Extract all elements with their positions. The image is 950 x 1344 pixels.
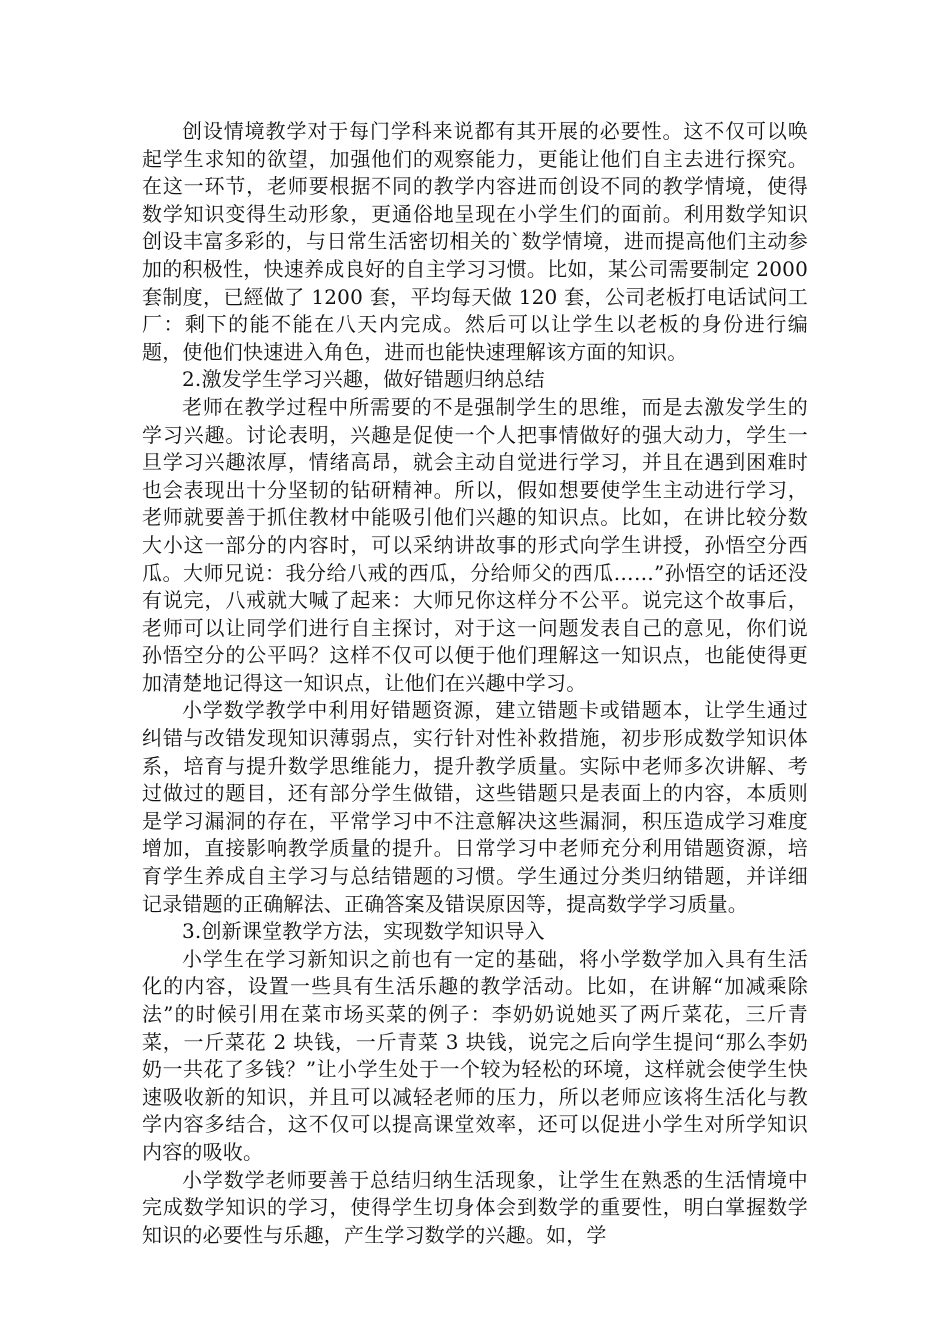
section-heading-innovation: 3.创新课堂教学方法，实现数学知识导入: [182, 919, 545, 944]
document-body: [142, 118, 808, 1249]
paragraph-stimulate-interest: 老师在教学过程中所需要的不是强制学生的思维，而是去激发学生的学习兴趣。讨论表明，兴趣是促使一个人把事情做好的强大动力，学生一旦学习兴趣浓厚，情绪高昂，就会主动自觉进行学习，并且在遇到困难时也会表现出十分坚韧的钻研精神。所以，假如想要使学生主动进行学习，老师就要善于抓住教材中能吸引他们兴趣的知识点。比如，在讲比较分数大小这一部分的内容时，可以采纳讲故事的形式向学生讲授，孙悟空分西瓜。大师兄说：我分给八戒的西瓜，分给师父的西瓜……”孙悟空的话还没有说完，八戒就大喊了起来：大师兄你这样分不公平。说完这个故事后，老师可以让同学们进行自主探讨，对于这一问题发表自己的意见，你们说孙悟空分的公平吗？这样不仅可以便于他们理解这一知识点，也能使得更加清楚地记得这一知识点，让他们在兴趣中学习。: [142, 394, 808, 695]
paragraph-summarize-life: 小学数学老师要善于总结归纳生活现象，让学生在熟悉的生活情境中完成数学知识的学习，使得学生切身体会到数学的重要性，明白掌握数学知识的必要性与乐趣，产生学习数学的兴趣。如，学: [142, 1167, 808, 1247]
paragraph-situational-teaching: 创设情境教学对于每门学科来说都有其开展的必要性。这不仅可以唤起学生求知的欲望，加强他们的观察能力，更能让他们自主去进行探究。在这一环节，老师要根据不同的教学内容进而创设不同的教学情境，使得数学知识变得生动形象，更通俗地呈现在小学生们的面前。利用数学知识创设丰富多彩的，与日常生活密切相关的`数学情境，进而提高他们主动参加的积极性，快速养成良好的自主学习习惯。比如，某公司需要制定 2000 套制度，已經做了 1200 套，平均每天做 120 套，公司老板打电话试问工厂：剩下的能不能在八天内完成。然后可以让学生以老板的身份进行编题，使他们快速进入角色，进而也能快速理解该方面的知识。: [142, 119, 808, 364]
section-heading-interest: 2.激发学生学习兴趣，做好错题归纳总结: [182, 367, 545, 392]
paragraph-error-resources: 小学数学教学中利用好错题资源，建立错题卡或错题本，让学生通过纠错与改错发现知识薄弱点，实行针对性补救措施，初步形成数学知识体系，培育与提升数学思维能力，提升教学质量。实际中老师多次讲解、考过做过的题目，还有部分学生做错，这些错题只是表面上的内容，本质则是学习漏洞的存在，平常学习中不注意解决这些漏洞，积压造成学习难度增加，直接影响教学质量的提升。日常学习中老师充分利用错题资源，培育学生养成自主学习与总结错题的习惯。学生通过分类归纳错题，并详细记录错题的正确解法、正确答案及错误原因等，提高数学学习质量。: [142, 698, 808, 916]
paragraph-life-content: 小学生在学习新知识之前也有一定的基础，将小学数学加入具有生活化的内容，设置一些具有生活乐趣的教学活动。比如，在讲解“加减乘除法”的时候引用在菜市场买菜的例子：李奶奶说她买了两斤菜花，三斤青菜，一斤菜花 2 块钱，一斤青菜 3 块钱，说完之后向学生提问“那么李奶奶一共花了多钱？”让小学生处于一个较为轻松的环境，这样就会使学生快速吸收新的知识，并且可以减轻老师的压力，所以老师应该将生活化与教学内容多结合，这不仅可以提高课堂效率，还可以促进小学生对所学知识内容的吸收。: [142, 946, 808, 1164]
